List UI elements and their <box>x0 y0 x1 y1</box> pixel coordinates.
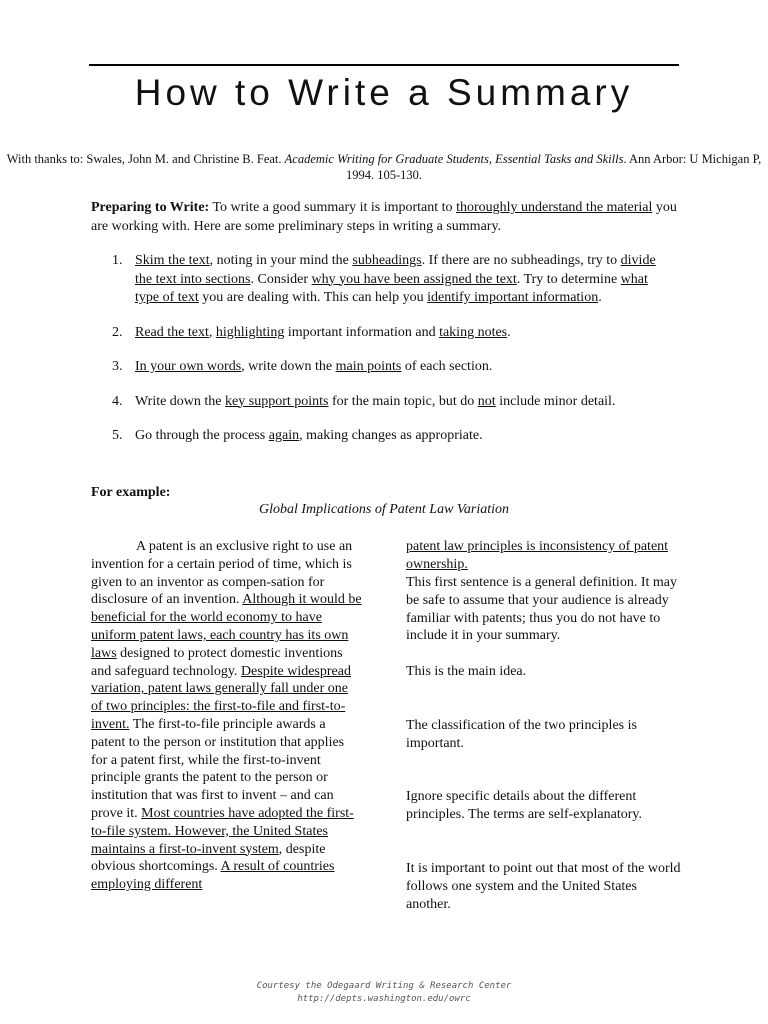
example-title: Global Implications of Patent Law Variation <box>258 502 510 517</box>
passage-text-run: The first-to-file principle awards a patent to the person or institution that applies for a patent first, while the first-to-invent principle grants the patent to the person or institution that was first to invent – and can prove it. <box>91 716 345 821</box>
footer-url: http://depts.washington.edu/owrc <box>297 994 471 1004</box>
step-key-phrase: highlighting <box>215 324 285 340</box>
note-definition: This first sentence is a general definition. It may be safe to assume that your audience is already familiar with patents; thus you do not have to include it in your summary. <box>406 575 677 644</box>
step-item <box>112 252 672 308</box>
passage-key-sentence: Although it would be beneficial for the world economy to have uniform patent laws, each country has its own laws <box>91 592 362 661</box>
passage-text-run: A patent is an exclusive right to use an invention for a certain period of time, which is given to an inventor as compen-sation for disclosure of an invention. <box>91 539 353 608</box>
step-text-run: . Try to determine <box>516 271 621 287</box>
preparing-paragraph <box>91 198 681 236</box>
step-text <box>135 358 672 377</box>
step-key-phrase: Read the text <box>135 324 209 340</box>
citation-prefix: With thanks to: Swales, John M. and Christine B. Feat. <box>6 152 282 166</box>
step-text-run: . <box>598 290 602 305</box>
step-text-run: . Consider <box>250 271 312 287</box>
step-text-run: . If there are no subheadings, try to <box>421 253 621 268</box>
step-key-phrase: In your own words <box>135 359 242 374</box>
steps-list <box>112 252 672 446</box>
step-text <box>135 324 672 343</box>
step-key-phrase: why you have been assigned the text <box>311 271 517 287</box>
step-key-phrase: Skim the text <box>135 253 210 268</box>
step-text-run: Go through the process <box>135 428 269 443</box>
step-key-phrase: subheadings <box>352 253 422 268</box>
step-text-run: include minor detail. <box>495 393 616 409</box>
citation-suffix: . Ann Arbor: U Michigan P, 1994. 105-130. <box>345 152 762 182</box>
preparing-text: To write a good summary it is important to <box>209 200 457 215</box>
top-rule <box>89 64 679 66</box>
step-key-phrase: what type of text <box>135 271 648 305</box>
step-key-phrase: key support points <box>225 393 329 409</box>
citation-book-title: Academic Writing for Graduate Students, Essential Tasks and Skills <box>284 152 624 166</box>
step-text-run: for the main topic, but do <box>328 393 478 409</box>
preparing-underlined: thoroughly understand the material <box>456 200 653 215</box>
citation <box>0 151 768 183</box>
preparing-label: Preparing to Write: <box>91 200 210 215</box>
page-title: How to Write a Summary <box>134 72 634 113</box>
step-key-phrase: again <box>268 428 300 443</box>
step-item <box>112 324 672 343</box>
step-number: 1. <box>112 253 123 268</box>
note-world-system: It is important to point out that most of the world follows one system and the United States another. <box>406 861 681 912</box>
step-text-run: , <box>208 324 216 340</box>
step-text-run: , noting in your mind the <box>209 253 353 268</box>
footer <box>0 980 768 1006</box>
step-text-run: . <box>507 324 511 340</box>
step-key-phrase: divide the text into sections <box>135 253 656 287</box>
step-text-run: you are dealing with. This can help you <box>198 290 428 305</box>
preparing-text: you are working with. Here are some preliminary steps in writing a summary. <box>91 200 677 234</box>
note-main-idea: This is the main idea. <box>406 664 527 679</box>
passage-text-run: designed to protect domestic inventions and safeguard technology. <box>91 645 343 679</box>
step-number: 5. <box>112 428 123 443</box>
step-item <box>112 358 672 377</box>
example-label: For example: <box>91 485 171 500</box>
step-text <box>135 252 672 308</box>
step-text-run: of each section. <box>401 359 493 374</box>
step-key-phrase: identify important information <box>427 290 599 305</box>
passage-key-sentence: Despite widespread variation, patent laws generally fall under one of two principles: the first-to-file and first-to-invent. <box>91 663 351 732</box>
passage-continued-text: patent law principles is inconsistency of patent ownership. <box>406 539 669 572</box>
step-key-phrase: not <box>477 393 496 409</box>
note-ignore-details: Ignore specific details about the different principles. The terms are self-explanatory. <box>406 789 642 822</box>
footer-credit: Courtesy the Odegaard Writing & Research Center <box>256 981 512 991</box>
step-text <box>135 427 672 446</box>
step-number: 3. <box>112 359 123 374</box>
example-passage <box>91 538 363 894</box>
passage-key-sentence: A result of countries employing different <box>91 859 335 893</box>
step-number: 2. <box>112 324 123 340</box>
step-key-phrase: taking notes <box>439 324 508 340</box>
step-text-run: , making changes as appropriate. <box>299 428 483 443</box>
step-number: 4. <box>112 393 123 409</box>
step-text-run: Write down the <box>135 393 226 409</box>
step-text-run: , write down the <box>241 359 336 374</box>
passage-key-sentence: Most countries have adopted the first-to-file system. However, the United States maintains a first-to-invent system <box>91 805 354 857</box>
note-classification: The classification of the two principles is important. <box>406 718 637 751</box>
step-item <box>112 427 672 446</box>
step-text <box>135 393 672 412</box>
step-key-phrase: main points <box>335 359 402 374</box>
passage-text-run: , despite obvious shortcomings. <box>91 841 326 875</box>
passage-continued <box>406 538 681 574</box>
step-text-run: important information and <box>284 324 440 340</box>
step-item <box>112 393 672 412</box>
